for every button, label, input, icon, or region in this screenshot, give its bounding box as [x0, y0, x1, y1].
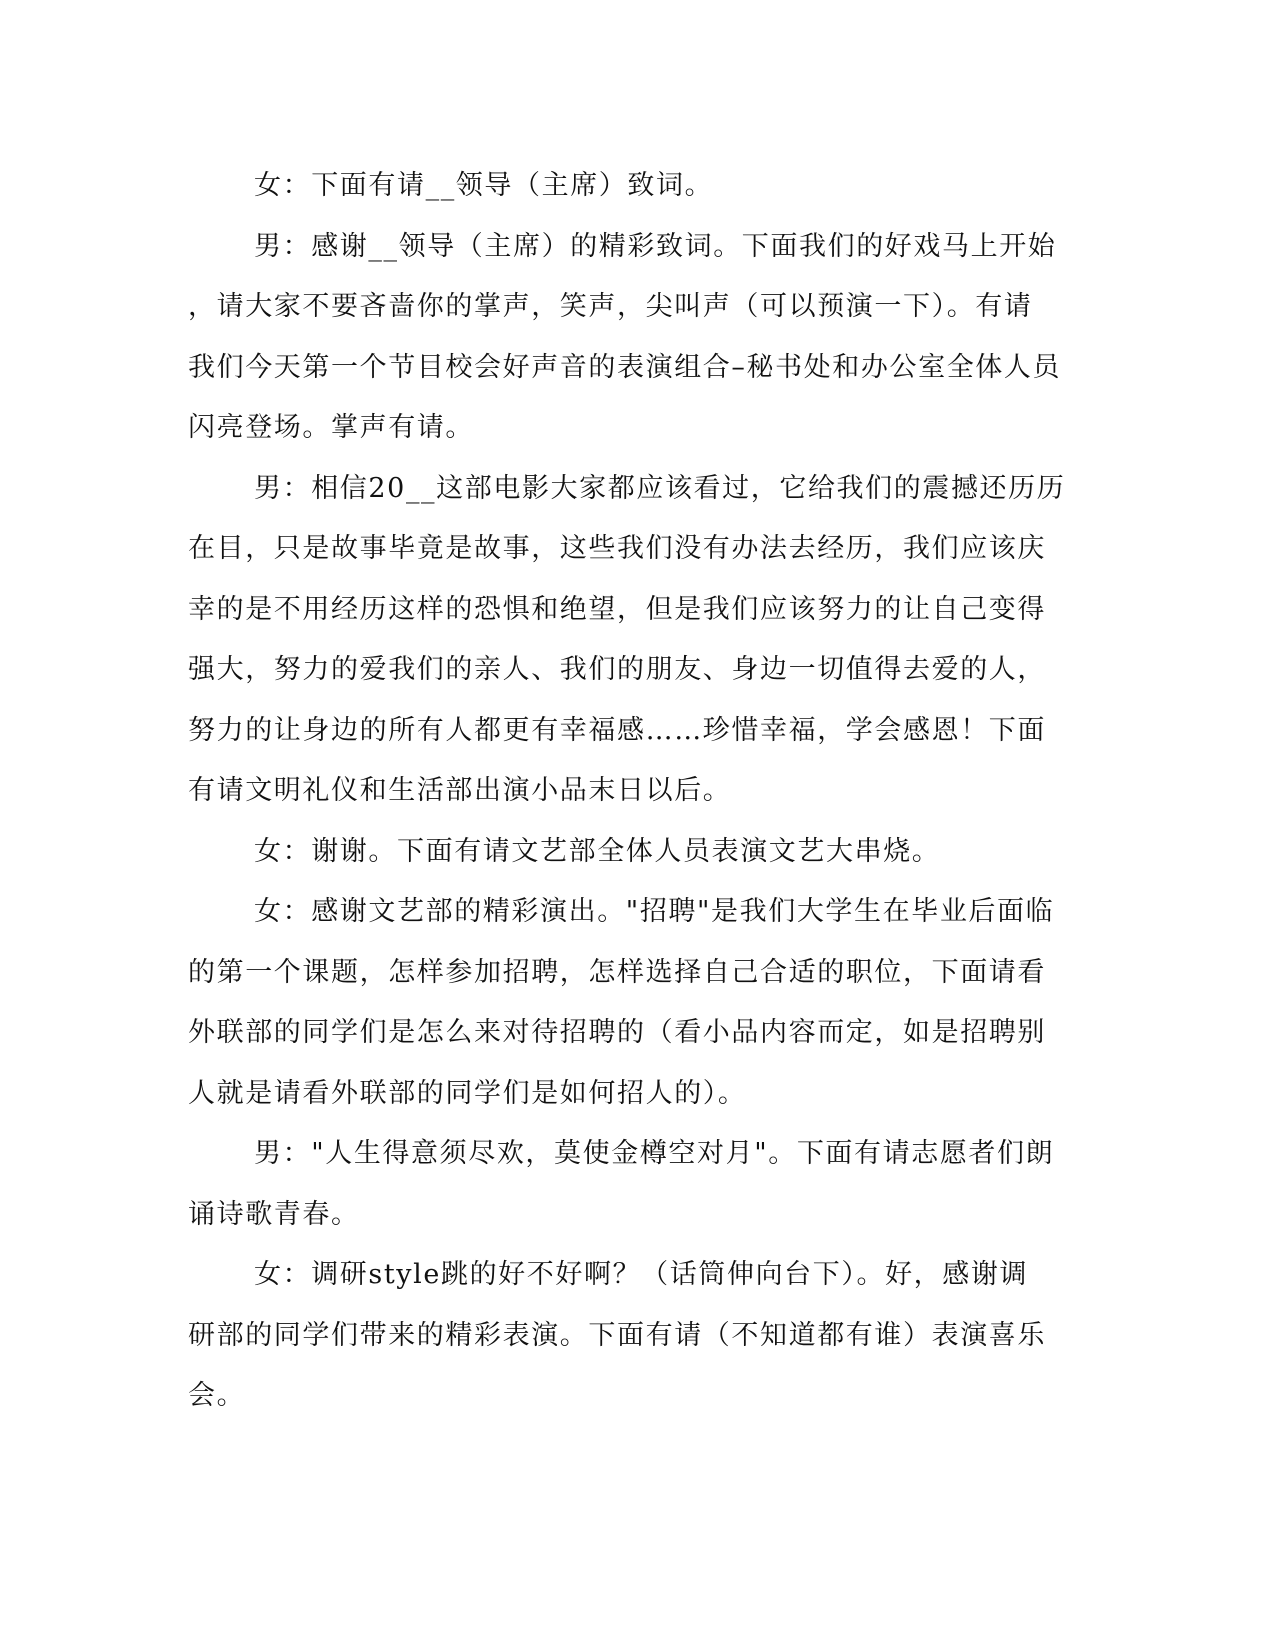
- text-line: 女：下面有请__领导（主席）致词。: [254, 170, 714, 201]
- text-line: 人就是请看外联部的同学们是如何招人的）。: [188, 1077, 747, 1109]
- text-line: 女：感谢文艺部的精彩演出。"招聘"是我们大学生在毕业后面临: [254, 896, 1055, 927]
- paragraph-5: [188, 882, 1080, 1124]
- text-line: 外联部的同学们是怎么来对待招聘的（看小品内容而定，如是招聘别: [188, 1017, 1046, 1048]
- text-line: 男：感谢__领导（主席）的精彩致词。下面我们的好戏马上开始: [254, 230, 1057, 262]
- text-line: 会。: [188, 1380, 246, 1411]
- paragraph-6: [188, 1124, 1080, 1245]
- text-line: 男：相信20__这部电影大家都应该看过，它给我们的震撼还历历: [254, 472, 1066, 504]
- text-line: 女：谢谢。下面有请文艺部全体人员表演文艺大串烧。: [254, 835, 941, 867]
- text-line: 有请文明礼仪和生活部出演小品末日以后。: [188, 775, 732, 806]
- text-line: 幸的是不用经历这样的恐惧和绝望，但是我们应该努力的让自己变得: [188, 593, 1046, 625]
- text-line: 我们今天第一个节目校会好声音的表演组合–秘书处和办公室全体人员: [188, 351, 1062, 383]
- text-line: 的第一个课题，怎样参加招聘，怎样选择自己合适的职位，下面请看: [188, 956, 1046, 988]
- text-line: 在目，只是故事毕竟是故事，这些我们没有办法去经历，我们应该庆: [188, 533, 1046, 564]
- paragraph-4: [188, 822, 1080, 883]
- document-body: [188, 156, 1080, 1427]
- text-line: 强大，努力的爱我们的亲人、我们的朋友、身边一切值得去爱的人，: [188, 654, 1046, 685]
- text-line: 男："人生得意须尽欢，莫使金樽空对月"。下面有请志愿者们朗: [254, 1138, 1055, 1169]
- text-line: 努力的让身边的所有人都更有幸福感……珍惜幸福，学会感恩！下面: [188, 714, 1046, 746]
- text-line: 研部的同学们带来的精彩表演。下面有请（不知道都有谁）表演喜乐: [188, 1319, 1046, 1351]
- text-line: 女：调研style跳的好不好啊？（话筒伸向台下）。好，感谢调: [254, 1259, 1029, 1290]
- paragraph-3: [188, 459, 1080, 822]
- text-line: 诵诗歌青春。: [188, 1198, 360, 1230]
- paragraph-1: [188, 156, 1080, 217]
- text-line: 闪亮登场。掌声有请。: [188, 412, 474, 443]
- paragraph-2: [188, 217, 1080, 459]
- paragraph-7: [188, 1245, 1080, 1427]
- text-line: ，请大家不要吝啬你的掌声，笑声，尖叫声（可以预演一下）。有请: [188, 291, 1033, 322]
